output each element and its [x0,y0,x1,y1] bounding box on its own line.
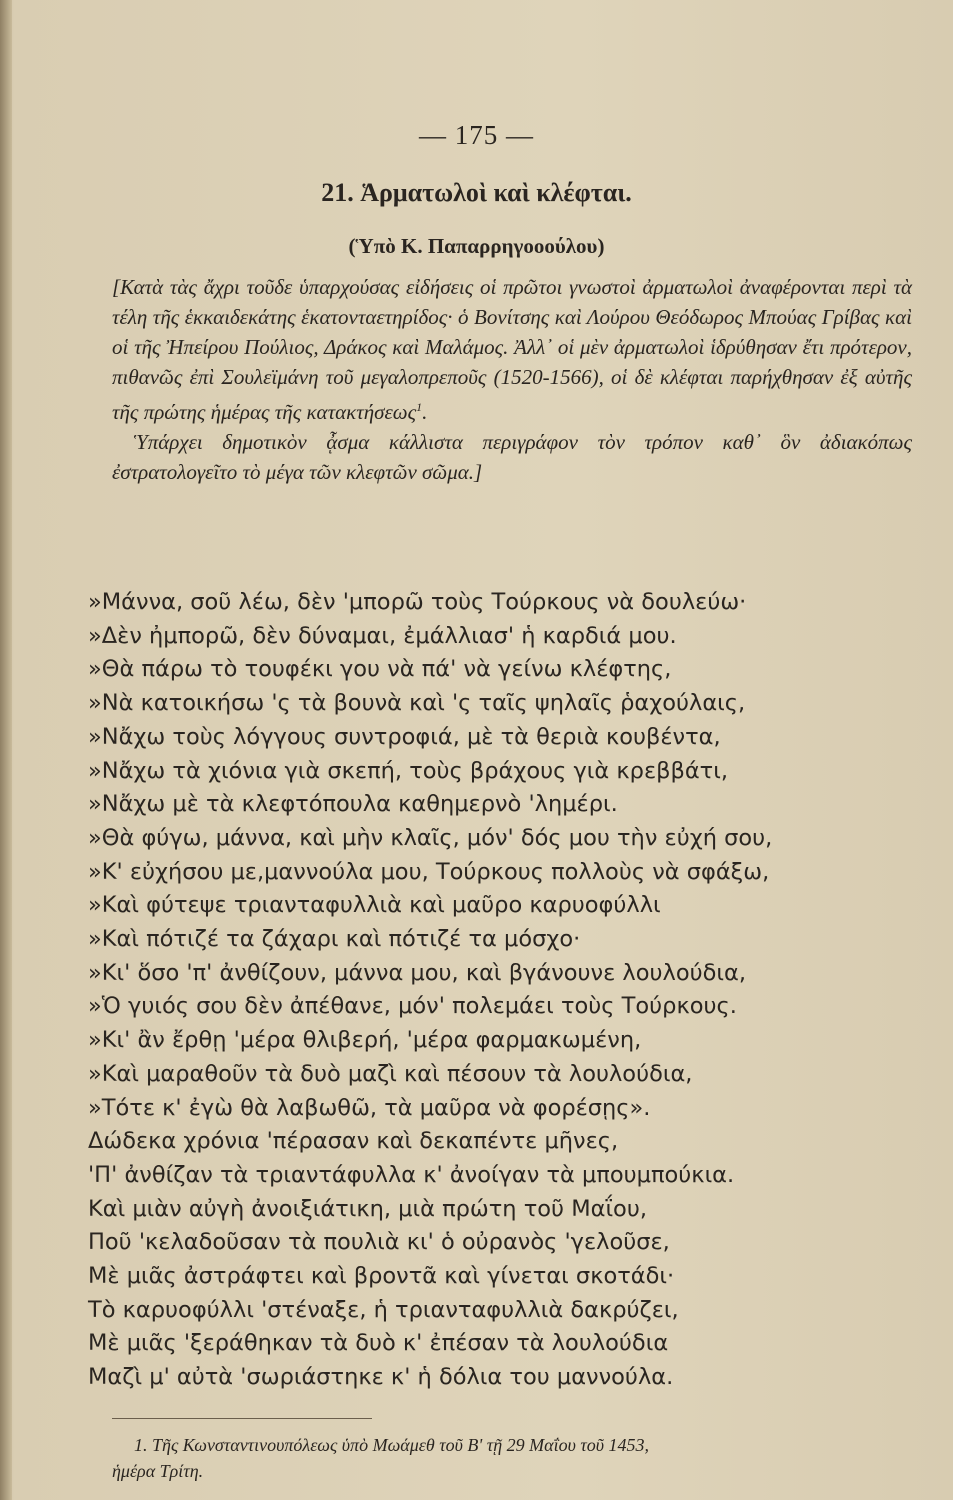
page-gutter-shadow [0,0,12,1500]
poem-line: Μὲ μιᾶς ἀστράφτει καὶ βροντᾶ καὶ γίνεται σκοτάδι· [88,1263,675,1290]
poem-line: »Ὁ γυιός σου δὲν ἀπέθανε, μόν' πολεμάει τοὺς Τούρκους. [88,993,737,1020]
intro-paragraph-1-end: . [422,400,428,424]
page-number: — 175 — [419,120,534,150]
poem-line: Ποῦ 'κελαδοῦσαν τὰ πουλιὰ κι' ὁ οὐρανὸς 'γελοῦσε, [88,1229,670,1256]
intro-paragraph-1-text: [Κατὰ τὰς ἄχρι τοῦδε ὑπαρχούσας εἰδήσεις οἱ πρῶτοι γνωστοὶ ἀρματωλοὶ ἀναφέρονται περὶ τὰ τέλη τῆς ἑκκαιδεκάτης ἑκατονταετηρίδος· ὁ Βονίτσης καὶ Λούρου Θεόδωρος Μπούας Γρίβας καὶ οἱ τῆς Ἠπείρου Πούλιος, Δράκος καὶ Μαλάμος. Ἀλλ᾽ οἱ μὲν ἀρματωλοὶ ἱδρύθησαν ἔτι πρότερον, πιθανῶς ἐπὶ Σουλεϊμάνη τοῦ μεγαλοπρεποῦς (1520-1566), οἱ δὲ κλέφται παρήχθησαν ἐξ αὐτῆς τῆς πρώτης ἡμέρας τῆς κατακτήσεως [112,275,912,424]
poem-line: »Θὰ πάρω τὸ τουφέκι γου νὰ πά' νὰ γείνω κλέφτης, [88,656,672,683]
footnote-divider [112,1418,372,1419]
footnote-line-1: 1. Τῆς Κωνσταντινουπόλεως ὑπὸ Μωάμεθ τοῦ Β' τῇ 29 Μαΐου τοῦ 1453, [134,1435,650,1455]
poem-line: Καὶ μιὰν αὐγὴ ἀνοιξιάτικη, μιὰ πρώτη τοῦ Μαΐου, [88,1195,647,1222]
intro-paragraph-1 [112,272,912,427]
poem-line: 'Π' ἀνθίζαν τὰ τριαντάφυλλα κ' ἀνοίγαν τὰ μπουμπούκια. [88,1161,735,1188]
poem-line: »Νἄχω τοὺς λόγγους συντροφιά, μὲ τὰ θεριὰ κουβέντα, [88,723,721,750]
poem-line: »Καὶ μαραθοῦν τὰ δυὸ μαζὶ καὶ πέσουν τὰ λουλούδια, [88,1060,693,1087]
poem-line: »Νὰ κατοικήσω 'ς τὰ βουνὰ καὶ 'ς ταῖς ψηλαῖς ῥαχούλαις, [88,690,746,717]
poem-line: »Κι' ὅσο 'π' ἀνθίζουν, μάννα μου, καὶ βγάνουνε λουλούδια, [88,959,746,986]
poem-line: »Καὶ φύτεψε τριανταφυλλιὰ καὶ μαῦρο καρυοφύλλι [88,892,661,919]
poem-line: »Καὶ πότιζέ τα ζάχαρι καὶ πότιζέ τα μόσχο· [88,926,581,953]
poem [88,586,928,1395]
intro-paragraph-2: Ὑπάρχει δημοτικὸν ᾆσμα κάλλιστα περιγράφον τὸν τρόπον καθ᾽ ὃν ἀδιακόπως ἐστρατολογεῖτο τὸ μέγα τῶν κλεφτῶν σῶμα.] [112,430,912,484]
poem-line: »Δὲν ἠμπορῶ, δὲν δύναμαι, ἐμάλλιασ' ἡ καρδιά μου. [88,622,677,649]
chapter-title: 21. Ἁρματωλοὶ καὶ κλέφται. [321,178,632,207]
poem-line: Μὲ μιᾶς 'ξεράθηκαν τὰ δυὸ κ' ἐπέσαν τὰ λουλούδια [88,1330,669,1357]
poem-line: »Νἄχω μὲ τὰ κλεφτόπουλα καθημερνὸ 'λημέρι. [88,791,618,818]
poem-line: »Μάννα, σοῦ λέω, δὲν 'μπορῶ τοὺς Τούρκους νὰ δουλεύω· [88,589,747,615]
chapter-author: (Ὑπὸ Κ. Παπαρρηγοοούλου) [348,234,605,258]
footnote [112,1432,932,1484]
footnote-marker[interactable]: 1 [416,400,423,414]
poem-line: »Θὰ φύγω, μάννα, καὶ μὴν κλαῖς, μόν' δός μου τὴν εὐχή σου, [88,824,773,851]
poem-line: Μαζὶ μ' αὐτὰ 'σωριάστηκε κ' ἡ δόλια του μαννούλα. [88,1364,674,1391]
poem-line: Δώδεκα χρόνια 'πέρασαν καὶ δεκαπέντε μῆνες, [88,1128,619,1155]
poem-line: »Κι' ἂν ἔρθῃ 'μέρα θλιβερή, 'μέρα φαρμακωμένη, [88,1027,642,1054]
footnote-line-2: ἡμέρα Τρίτη. [112,1461,204,1481]
poem-line: »Τότε κ' ἐγὼ θὰ λαβωθῶ, τὰ μαῦρα νὰ φορέσῃς». [88,1094,651,1121]
poem-line: »Νἄχω τὰ χιόνια γιὰ σκεπή, τοὺς βράχους γιὰ κρεββάτι, [88,757,728,784]
poem-line: Τὸ καρυοφύλλι 'στέναξε, ἡ τριανταφυλλιὰ δακρύζει, [88,1296,679,1323]
poem-line: »Κ' εὐχήσου με,μαννούλα μου, Τούρκους πολλοὺς νὰ σφάξω, [88,858,770,885]
intro-text [112,272,912,487]
